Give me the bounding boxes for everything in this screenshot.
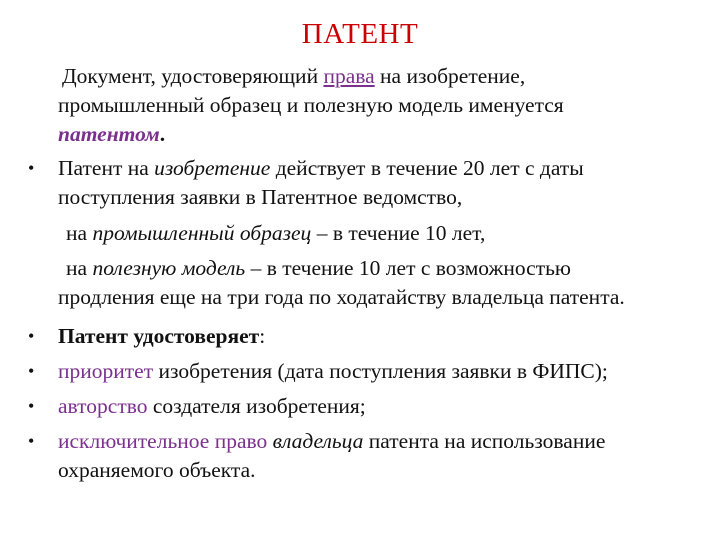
bullet-icon: • bbox=[28, 361, 35, 381]
para1-text: на изобретение, bbox=[374, 64, 526, 88]
para2-text: на bbox=[66, 221, 93, 245]
para2-line3 bbox=[66, 219, 485, 247]
para1-line3 bbox=[58, 120, 165, 148]
list-item-priority bbox=[58, 357, 608, 385]
list-item-authorship bbox=[58, 392, 366, 420]
para2-text: действует в течение 20 лет с даты bbox=[270, 156, 584, 180]
bullet-icon: • bbox=[28, 431, 35, 451]
list-heading-colon: : bbox=[259, 324, 266, 348]
para1-period: . bbox=[159, 122, 166, 146]
owner-term: владельца bbox=[272, 429, 364, 453]
invention-term: изобретение bbox=[154, 156, 271, 180]
authorship-term: авторство bbox=[58, 394, 148, 418]
list-heading-text: Патент удостоверяет bbox=[58, 324, 260, 348]
para2-text: Патент на bbox=[58, 156, 155, 180]
para2-text: на bbox=[66, 256, 93, 280]
bullet-icon: • bbox=[28, 158, 35, 178]
para1-line1 bbox=[62, 62, 525, 90]
utility-model-term: полезную модель bbox=[92, 256, 246, 280]
para2-text: – в течение 10 лет с возможностью bbox=[245, 256, 571, 280]
bullet-icon: • bbox=[28, 396, 35, 416]
para2-line5: продления еще на три года по ходатайству владельца патента. bbox=[58, 285, 625, 309]
list-item-text: изобретения (дата поступления заявки в ФИПС); bbox=[153, 359, 608, 383]
para2-text: – в течение 10 лет, bbox=[311, 221, 486, 245]
para2-line1 bbox=[58, 154, 584, 182]
list-item-text: патента на использование bbox=[363, 429, 606, 453]
industrial-design-term: промышленный образец bbox=[92, 221, 312, 245]
para2-line4 bbox=[66, 254, 571, 282]
exclusive-right-term: исключительное право bbox=[58, 429, 268, 453]
page-title: ПАТЕНТ bbox=[301, 18, 419, 50]
para1-line2: промышленный образец и полезную модель именуется bbox=[58, 93, 564, 117]
patent-term: патентом bbox=[58, 122, 160, 146]
list-item-text: создателя изобретения; bbox=[147, 394, 366, 418]
list-item-exclusive-right bbox=[58, 427, 605, 455]
bullet-icon: • bbox=[28, 326, 35, 346]
list-heading bbox=[58, 322, 265, 350]
para1-text: Документ, удостоверяющий bbox=[62, 64, 324, 88]
priority-term: приоритет bbox=[58, 359, 154, 383]
rights-link[interactable]: права bbox=[323, 64, 375, 88]
list-item-exclusive-right-line2: охраняемого объекта. bbox=[58, 458, 256, 482]
para2-line2: поступления заявки в Патентное ведомство, bbox=[58, 185, 463, 209]
